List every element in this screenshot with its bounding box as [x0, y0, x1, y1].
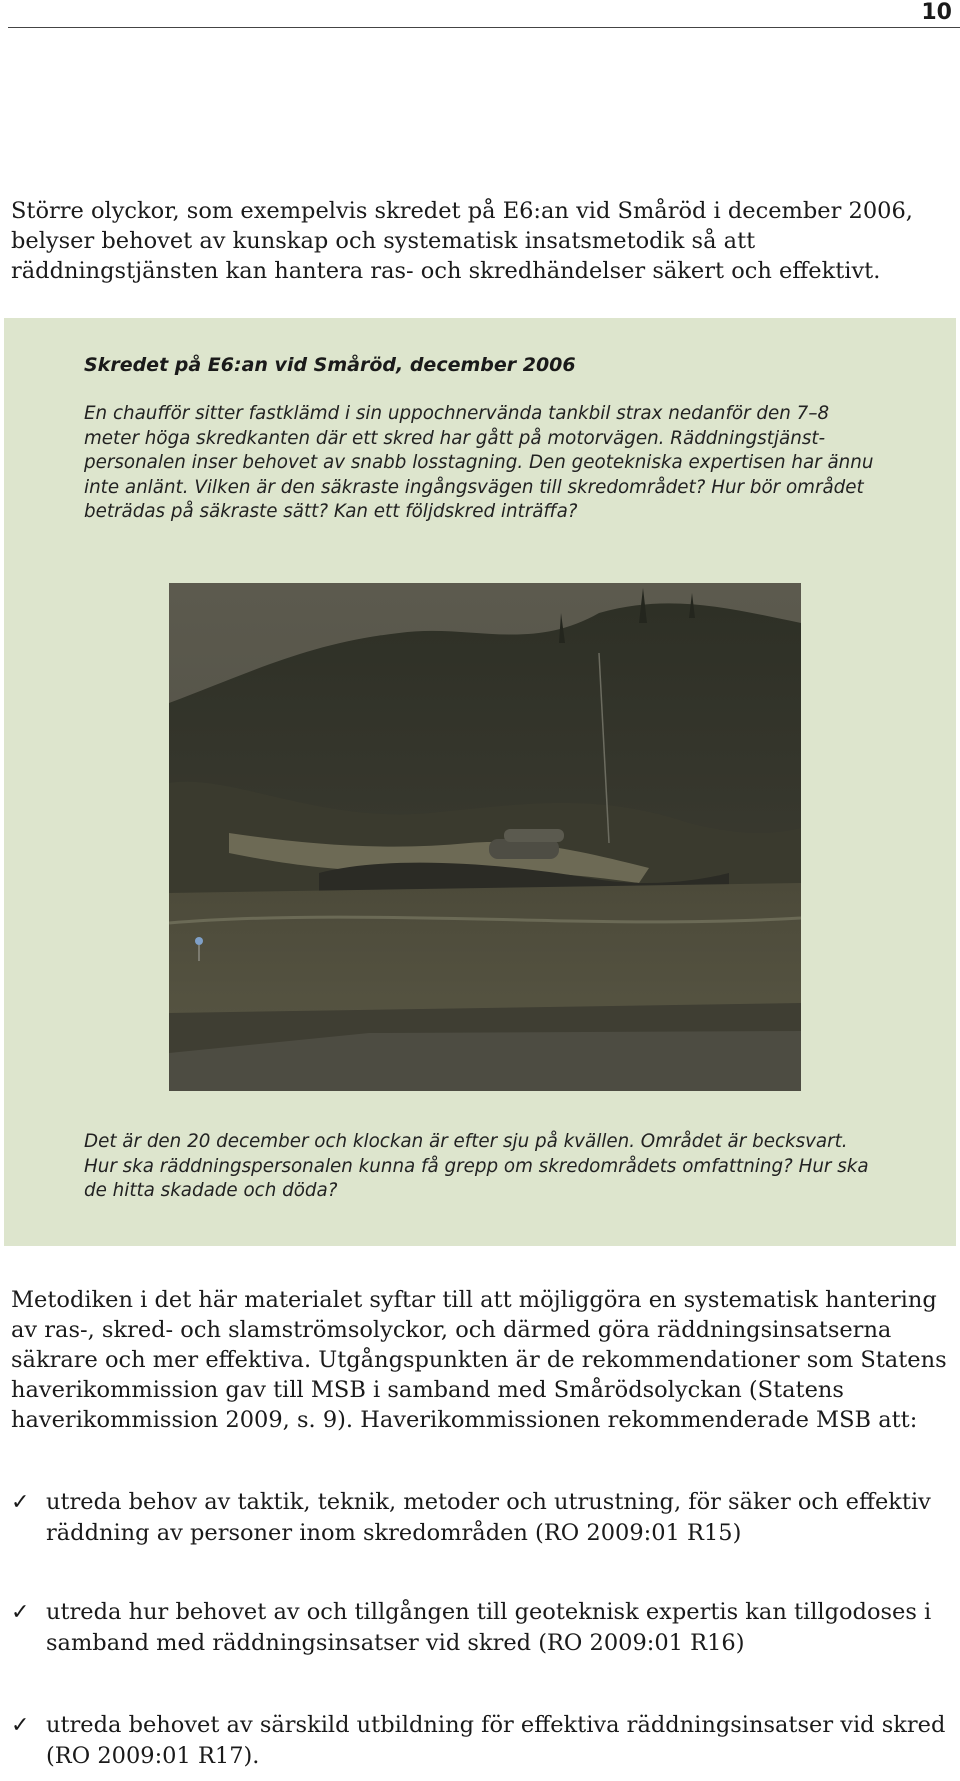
- case-caption: Det är den 20 december och klockan är efter sju på kvällen. Området är becksvart. Hur ska räddningspersonalen kunna få grepp om skredområdets omfattning? Hur ska de hitta skadade och döda?: [84, 1131, 869, 1201]
- recommendation-item: [11, 1597, 951, 1659]
- checkmark-icon: ✓: [11, 1490, 30, 1515]
- recommendation-item: [11, 1487, 951, 1549]
- case-body: En chaufför sitter fastklämd i sin uppochnervända tankbil strax nedanför den 7–8 meter höga skredkanten där ett skred har gått på motorvägen. Räddningstjänst-personalen inser behovet av snabb losstagning. Den geotekniska expertisen har ännu inte anlänt. Vilken är den säkraste ingångsvägen till skredområdet? Hur bör området beträdas på säkraste sätt? Kan ett följdskred inträffa?: [84, 403, 874, 522]
- recommendation-text: utreda behovet av särskild utbildning för effektiva räddningsinsatser vid skred (RO 2009:01 R17).: [46, 1712, 946, 1769]
- landslide-photo: [169, 583, 801, 1091]
- recommendation-item: [11, 1710, 951, 1772]
- recommendation-text: utreda hur behovet av och tillgången till geoteknisk expertis kan tillgodoses i samband med räddningsinsatser vid skred (RO 2009:01 R16): [46, 1599, 932, 1656]
- case-box: [4, 318, 956, 1246]
- case-title: Skredet på E6:an vid Småröd, december 2006: [84, 354, 576, 376]
- method-paragraph: Metodiken i det här materialet syftar till att möjliggöra en systematisk hantering av ras-, skred- och slamströmsolyckor, och därmed göra räddningsinsatserna säkrare och mer effektiva. Utgångspunkten är de rekommendationer som Statens haverikommission gav till MSB i samband med Smårödsolyckan (Statens haverikommission 2009, s. 9). Haverikommissionen rekommenderade MSB att:: [11, 1287, 947, 1433]
- intro-paragraph: Större olyckor, som exempelvis skredet på E6:an vid Småröd i december 2006, belyser behovet av kunskap och systematisk insatsmetodik så att räddningstjänsten kan hantera ras- och skredhändelser säkert och effektivt.: [11, 198, 913, 284]
- checkmark-icon: ✓: [11, 1713, 30, 1738]
- recommendation-text: utreda behov av taktik, teknik, metoder och utrustning, för säker och effektiv räddning av personer inom skredområden (RO 2009:01 R15): [46, 1489, 931, 1546]
- page-number: 10: [921, 0, 952, 25]
- header-rule: [8, 27, 960, 28]
- checkmark-icon: ✓: [11, 1600, 30, 1625]
